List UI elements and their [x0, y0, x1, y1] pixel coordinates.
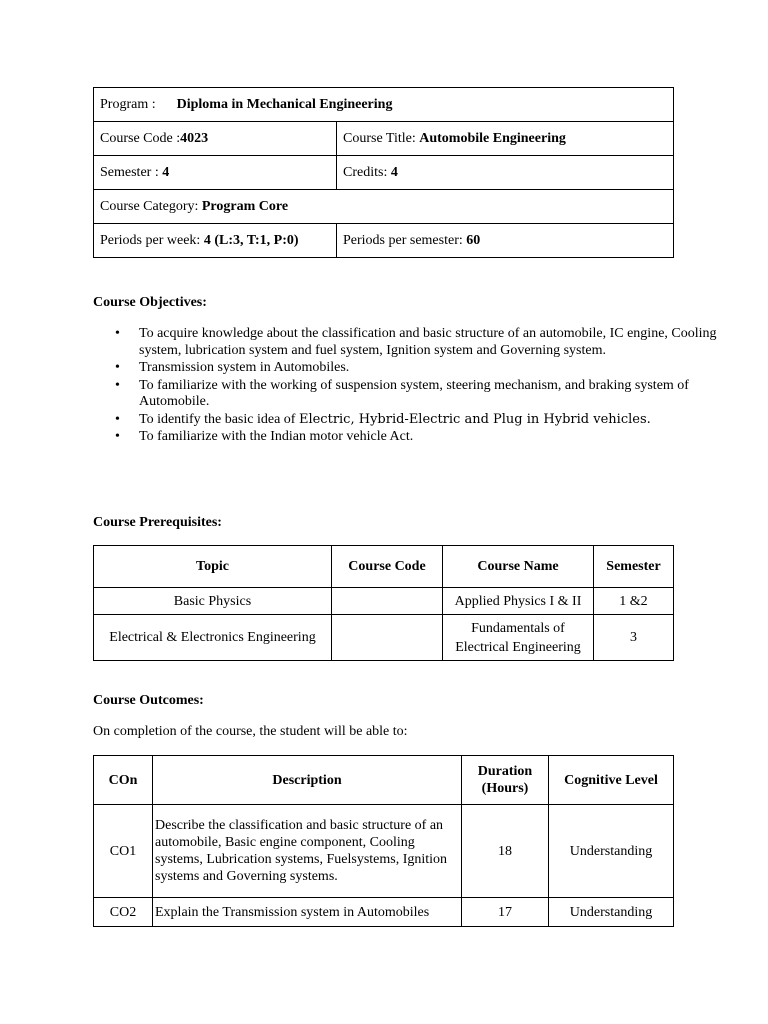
column-header: Duration (Hours) — [462, 756, 549, 805]
column-header: Course Name — [443, 546, 594, 588]
course-code-cell — [94, 122, 337, 156]
table-row — [94, 898, 674, 927]
objective-item-head: To identify the basic idea of — [139, 411, 296, 427]
program-label: Program : — [100, 97, 156, 112]
objectives-list — [93, 326, 719, 447]
periods-semester-value: 60 — [466, 233, 481, 248]
semester-cell — [94, 156, 337, 190]
credits-value: 4 — [390, 165, 398, 180]
objective-item: • Transmission system in Automobiles. — [139, 360, 719, 377]
course-code-cell — [332, 615, 443, 661]
level-cell: Understanding — [549, 805, 674, 898]
course-code-value: 4023 — [180, 131, 209, 146]
course-code-cell — [332, 588, 443, 615]
course-name-cell: Applied Physics I & II — [443, 588, 594, 615]
periods-week-label: Periods per week: — [100, 233, 201, 248]
outcomes-intro: On completion of the course, the student will be able to: — [93, 724, 408, 739]
hours-cell: 17 — [462, 898, 549, 927]
column-header: COn — [94, 756, 153, 805]
column-header: Description — [153, 756, 462, 805]
course-title-label: Course Title: — [343, 131, 416, 146]
table-header-row — [94, 756, 674, 805]
course-name-cell: Fundamentals of Electrical Engineering — [443, 615, 594, 661]
table-header-row — [94, 546, 674, 588]
description-cell: Describe the classification and basic structure of an automobile, Basic engine component, Cooling systems, Lubrication systems, Fuelsystems, Ignition systems and Governing systems. — [153, 805, 462, 898]
objective-item: • To familiarize with the Indian motor vehicle Act. — [139, 429, 719, 446]
column-header: Semester — [594, 546, 674, 588]
level-cell: Understanding — [549, 898, 674, 927]
topic-cell: Basic Physics — [94, 588, 332, 615]
category-value: Program Core — [201, 199, 289, 214]
periods-semester-cell — [337, 224, 674, 258]
co-cell: CO1 — [94, 805, 153, 898]
table-row — [94, 588, 674, 615]
topic-cell: Electrical & Electronics Engineering — [94, 615, 332, 661]
objective-item: • To acquire knowledge about the classification and basic structure of an automobile, IC engine, Cooling system, lubrication system and fuel system, Ignition system and Governing system. — [139, 326, 719, 359]
objective-item — [139, 412, 719, 429]
credits-label: Credits: — [343, 165, 388, 180]
table-row — [94, 805, 674, 898]
credits-cell — [337, 156, 674, 190]
periods-week-cell — [94, 224, 337, 258]
objectives-heading: Course Objectives: — [93, 295, 207, 310]
category-cell — [94, 190, 674, 224]
prerequisites-table — [93, 545, 674, 661]
description-cell: Explain the Transmission system in Automobiles — [153, 898, 462, 927]
periods-semester-label: Periods per semester: — [343, 233, 463, 248]
objective-item-tail: Electric, Hybrid-Electric and Plug in Hybrid vehicles. — [298, 411, 651, 427]
outcomes-heading: Course Outcomes: — [93, 693, 204, 708]
course-info-table — [93, 87, 674, 258]
prerequisites-heading: Course Prerequisites: — [93, 515, 222, 530]
program-value: Diploma in Mechanical Engineering — [176, 97, 393, 112]
course-code-label: Course Code : — [100, 131, 181, 146]
periods-week-value: 4 (L:3, T:1, P:0) — [203, 233, 299, 248]
column-header: Topic — [94, 546, 332, 588]
course-title-value: Automobile Engineering — [419, 131, 566, 146]
objective-item: • To familiarize with the working of suspension system, steering mechanism, and braking system of Automobile. — [139, 378, 719, 411]
semester-cell: 1 &2 — [594, 588, 674, 615]
program-cell — [94, 88, 674, 122]
outcomes-table — [93, 755, 674, 927]
course-title-cell — [337, 122, 674, 156]
hours-cell: 18 — [462, 805, 549, 898]
semester-label: Semester : — [100, 165, 159, 180]
semester-cell: 3 — [594, 615, 674, 661]
column-header: Course Code — [332, 546, 443, 588]
table-row — [94, 615, 674, 661]
semester-value: 4 — [162, 165, 170, 180]
co-cell: CO2 — [94, 898, 153, 927]
column-header: Cognitive Level — [549, 756, 674, 805]
category-label: Course Category: — [100, 199, 199, 214]
